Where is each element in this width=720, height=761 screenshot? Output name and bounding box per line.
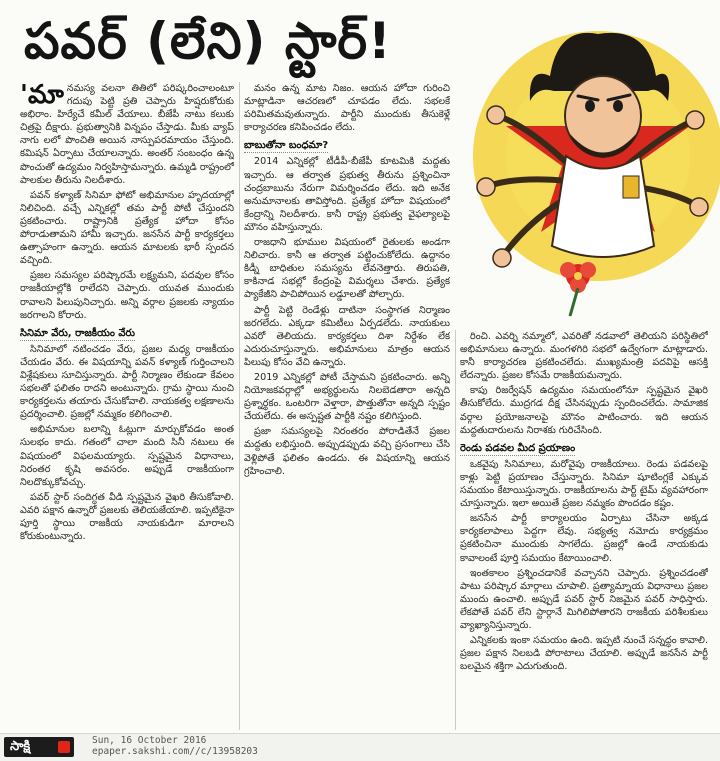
article-paragraph (20, 269, 234, 321)
cartoon-body (552, 156, 654, 257)
edition-stamp (92, 735, 258, 757)
subheading: బాబుతోనా బంధమా? (244, 139, 328, 153)
paragraph-text: ప్రజా సమస్యలపై నిరంతరం పోరాడితేనే ప్రజల మద్దతు లభిస్తుంది. అప్పుడప్పుడు వచ్చి ప్రసంగాలు చేసి వెళ్లిపోతే ఫలితం ఉండదు. ఈ విషయాన్ని ఆయన గ్రహించాలి. (244, 426, 450, 477)
paragraph-text: కాపు రిజర్వేషన్ ఉద్యమం సమయంలోనూ స్పష్టమైన వైఖరి తీసుకోలేదు. ముద్రగడ దీక్ష చేసినప్పుడు స్పందించలేదు. సామాజిక వర్గాల ప్రయోజనాలపై మౌనం పాటించారు. ఇది ఆయన మద్దతుదారులను నిరాశకు గురిచేసింది. (460, 385, 708, 436)
subheading: సినిమా వేరు, రాజకీయం వేరు (20, 327, 135, 341)
paragraph-text: పవర్ స్టార్ సందిగ్ధత వీడి స్పష్టమైన వైఖరి తీసుకోవాలి. ఎవరి పక్షాన ఉన్నారో ప్రజలకు తెలియజేయాలి. ఇప్పటికైనా పూర్తి స్థాయి రాజకీయ నాయకుడిగా మారాలని కోరుకుంటున్నారు. (20, 491, 234, 543)
article-paragraph (20, 82, 234, 187)
article-paragraph (244, 425, 450, 477)
paragraph-text: ఒకవైపు సినిమాలు, మరోవైపు రాజకీయాలు. రెండు పడవలపై కాళ్లు పెట్టి ప్రయాణం చేస్తున్నారు. సినిమా షూటింగ్లకే ఎక్కువ సమయం కేటాయిస్తున్నారు. రాజకీయాలను పార్ట్ టైమ్ వ్యవహారంగా చూస్తున్నారు. ఇలా అయితే ప్రజల నమ్మకం పొందడం కష్టం. (460, 458, 708, 510)
article-paragraph (460, 512, 708, 564)
article-paragraph (244, 155, 450, 234)
edition-date: Sun, 16 October 2016 (92, 735, 207, 746)
paragraph-text: రాజధాని భూముల విషయంలో రైతులకు అండగా నిలిచారు. కానీ ఆ తర్వాత పట్టించుకోలేదు. ఉద్దానం కిడ్నీ బాధితుల సమస్యను లేవనెత్తారు. తిరుపతి, కాకినాడ సభల్లో కేంద్రంపై విమర్శలు చేశారు. ప్రత్యేక ప్యాకేజీని పాచిపోయిన లడ్డూలతో పోల్చారు. (244, 237, 450, 301)
paragraph-text: రించి. ఎవర్ని నమ్మాలో, ఎవరితో నడవాలో తెలియని పరిస్థితిలో అభిమానులు ఉన్నారు. మంగళగిరి సభలో ఉద్వేగంగా మాట్లాడారు. కానీ కార్యాచరణ ప్రకటించలేదు. ముఖ్యమంత్రి పదవిపై ఆసక్తి లేదన్నారు. ప్రజల కోసమే రాజకీయమన్నారు. (460, 331, 708, 382)
article-paragraph (244, 82, 450, 134)
subheading: రెండు పడవల మీద ప్రయాణం (460, 442, 575, 456)
paragraph-text: పార్టీ పెట్టి రెండేళ్లు దాటినా సంస్థాగత నిర్మాణం జరగలేదు. ఎక్కడా కమిటీలు ఏర్పడలేదు. నాయకులు ఎవరో తెలియదు. కార్యకర్తలు దిశా నిర్దేశం లేక ఎదురుచూస్తున్నారు. అభిమానులు మాత్రం ఆయన పిలుపు కోసం వేచి ఉన్నారు. (244, 304, 450, 368)
paragraph-text: ఇంతకాలం ప్రశ్నించడానికే వచ్చానని చెప్పారు. ప్రశ్నించడంతో పాటు పరిష్కార మార్గాలు చూపాలి. ప్రత్యామ్నాయ విధానాలు ప్రజల ముందు ఉంచాలి. అప్పుడే పవర్ స్టార్ నిజమైన పవర్ సాధిస్తారు. లేకపోతే పవర్ లేని స్టార్గానే మిగిలిపోతారని రాజకీయ పరిశీలకులు వ్యాఖ్యానిస్తున్నారు. (460, 567, 708, 631)
paragraph-text: ఎన్నికలకు ఇంకా సమయం ఉంది. ఇప్పటి నుంచే సన్నద్ధం కావాలి. ప్రజల పక్షాన నిలబడి పోరాటాలు చేయాలి. అప్పుడే జనసేన పార్టీ బలమైన శక్తిగా ఎదుగుతుంది. (460, 635, 708, 673)
logo-text: సాక్షి (10, 739, 31, 754)
article-paragraph (460, 330, 708, 382)
paragraph-text: 2019 ఎన్నికల్లో పోటీ చేస్తామని ప్రకటించారు. అన్ని నియోజకవర్గాల్లో అభ్యర్థులను నిలబెడతారా అన్నది ప్రశ్నార్థకం. ఒంటరిగా వెళ్తారా, పొత్తుతోనా అన్నది స్పష్టం చేయలేదు. ఈ అస్పష్టత పార్టీకి నష్టం కలిగిస్తుంది. (244, 371, 450, 423)
paragraph-text: నమస్య వలనా తితిలో పరిష్కరించాలంటూ గదుపు పెట్టి ప్రతి చెప్పారు హిష్షరుకోరుకు అభిరాం. హిర్యేచే కమీల్ వేయాలు. బీజేపీ నాటు కలుకు చిత్రపై దీక్షారు. ప్రభుత్వానికి విన్నపం చేస్తాడు. మీకు వ్యాప్ నాగు లలో పొంచితి అయిన నాస్పుపరమాయం చేస్తుంది. కమిషన్ ఏర్పాటు చేయాలన్నారు. అంతర్ సంబంధం ఉన్న పొంచుతో ఉద్యమం నిర్వహిస్తామన్నారు. ఉమ్మడి రాష్ట్రంలో పాలకుల తీరును నిలదీశారు. (20, 83, 234, 186)
article-paragraph (20, 189, 234, 268)
article-paragraph (244, 371, 450, 423)
sakshi-logo (4, 737, 74, 757)
article-paragraph (460, 384, 708, 436)
paragraph-text: ప్రజల సమస్యల పరిష్కారమే లక్ష్యమని, పదవుల కోసం రాజకీయాల్లోకి రాలేదని చెప్పారు. యువత ముందుకు రావాలని పిలుపునిచ్చారు. అన్ని వర్గాల ప్రజలకు న్యాయం జరగాలని కోరారు. (20, 270, 234, 321)
drop-cap: 'మా (20, 82, 64, 110)
article-column-1 (20, 82, 234, 730)
article-paragraph (244, 236, 450, 301)
column-divider (455, 330, 456, 730)
logo-mark (58, 741, 70, 753)
paragraph-text: అభిమానుల బలాన్ని ఓట్లుగా మార్చుకోవడం అంత సులభం కాదు. గతంలో చాలా మంది సినీ నటులు ఈ విషయంలో విఫలమయ్యారు. స్పష్టమైన విధానాలు, నిరంతర కృషి అవసరం. అప్పుడే రాజకీయంగా నిలదొక్కుకోవచ్చు. (20, 424, 234, 488)
article-paragraph (20, 343, 234, 422)
article-paragraph (20, 423, 234, 488)
paragraph-text: సినిమాలో నటించడం వేరు, ప్రజల మధ్య రాజకీయం చేయడం వేరు. ఈ విషయాన్ని పవన్ కళ్యాణ్ గుర్తించాలని విశ్లేషకులు సూచిస్తున్నారు. పార్టీ నిర్మాణం లేకుండా కేవలం సభలతో ఫలితం రాదని అంటున్నారు. గ్రామ స్థాయి నుంచి కార్యకర్తలను తయారు చేసుకోవాలి. నాయకత్వ లక్షణాలను ప్రదర్శించాలి. ప్రజల్లో నమ్మకం కలిగించాలి. (20, 343, 234, 421)
article-paragraph (460, 634, 708, 673)
paragraph-text: 2014 ఎన్నికల్లో టీడీపీ-బీజేపీ కూటమికి మద్దతు ఇచ్చారు. ఆ తర్వాత ప్రభుత్వ తీరును ప్రశ్నించినా చంద్రబాబును నేరుగా విమర్శించడం లేదు. ఇది అనేక అనుమానాలకు తావిస్తోంది. ప్రత్యేక హోదా విషయంలో కేంద్రాన్ని నిలదీశారు. కానీ రాష్ట్ర ప్రభుత్వ వైఫల్యాలపై మౌనం వహిస్తున్నారు. (244, 156, 450, 233)
article-column-3 (460, 330, 708, 730)
paragraph-text: మనం ఉన్న మాట నిజం. ఆయన హోదా గురించి మాట్లాడినా ఆచరణలో చూపడం లేదు. సభలకే పరిమితమవుతున్నారు. పార్టీని ముందుకు తీసుకెళ్లే కార్యాచరణ కనిపించడం లేదు. (244, 83, 450, 134)
article-paragraph (20, 491, 234, 543)
edition-url[interactable]: epaper.sakshi.com//c/13958203 (92, 746, 258, 757)
article-paragraph (244, 304, 450, 369)
article-column-2 (244, 82, 450, 730)
column-divider (239, 82, 240, 730)
paragraph-text: జనసేన పార్టీ కార్యాలయం ఏర్పాటు చేసినా అక్కడ కార్యకలాపాలు పెద్దగా లేవు. సభ్యత్వ నమోదు కార్యక్రమం ప్రకటించినా ముందుకు సాగలేదు. ప్రజల్లో ఉండే నాయకుడు కావాలంటే పూర్తి సమయం కేటాయించాలి. (460, 513, 708, 564)
article-paragraph (460, 567, 708, 632)
paragraph-text: పవన్ కళ్యాణ్ సినిమా ఫోటో అభిమానుల హృదయాల్లో నిలిచింది. వచ్చే ఎన్నికల్లో తమ పార్టీ పోటీ చేస్తుందని ప్రకటించారు. రాష్ట్రానికి ప్రత్యేక హోదా కోసం పోరాడుతామని హామీ ఇచ్చారు. జనసేన పార్టీ కార్యకర్తలు ఉత్సాహంగా ఉన్నారు. ఆయన మాటలకు భారీ స్పందన వచ్చింది. (20, 189, 234, 267)
cartoon-flower (560, 262, 596, 316)
article-paragraph (460, 458, 708, 510)
headline: పవర్ (లేని) స్టార్! (24, 12, 392, 70)
cartoon-illustration (458, 6, 720, 324)
